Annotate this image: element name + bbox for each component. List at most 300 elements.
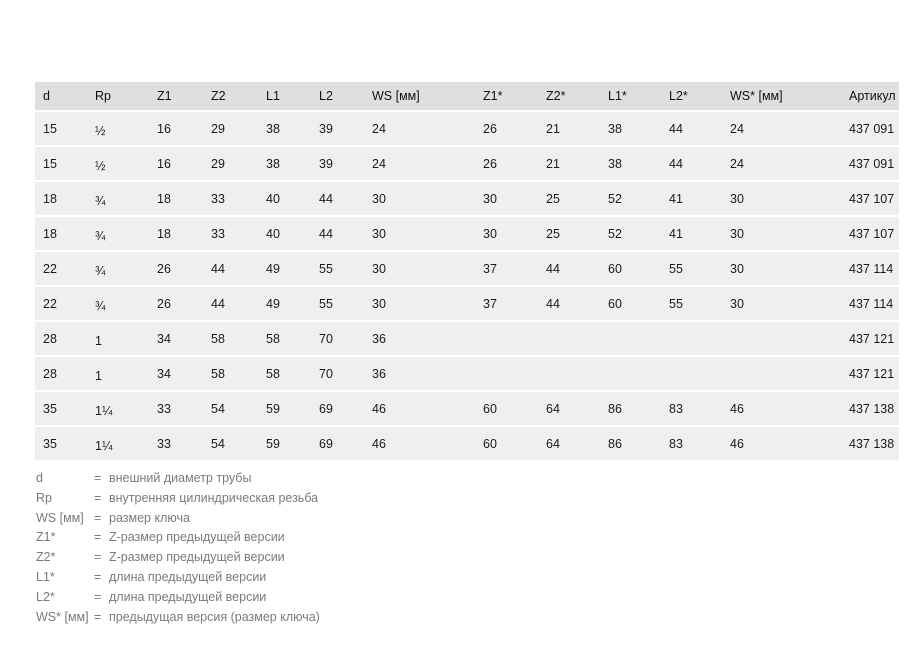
cell-value: 34 [157,332,171,346]
legend [36,469,320,627]
header-z2: Z2 [203,82,258,112]
header-ws-prev: WS* [мм] [722,82,841,112]
header-z2-prev: Z2* [538,82,600,112]
table-cell [661,217,722,252]
table-cell [722,357,841,392]
table-cell [661,252,722,287]
table-cell [364,252,475,287]
table-cell [35,147,87,182]
table-cell [475,147,538,182]
cell-value: 69 [319,437,333,451]
header-ws: WS [мм] [364,82,475,112]
cell-value: 29 [211,157,225,171]
table-cell [722,147,841,182]
table-row [35,182,899,217]
table-cell [722,287,841,322]
table-cell [311,357,364,392]
cell-value: 37 [483,297,497,311]
table-cell [364,287,475,322]
cell-value: ½ [95,159,106,173]
cell-value: 44 [319,227,333,241]
table-cell [311,427,364,460]
cell-value: 437 138 [849,402,895,416]
cell-value: 30 [372,262,386,276]
cell-value: 86 [608,402,622,416]
cell-value: ¾ [95,229,106,243]
cell-value: 437 091 [849,122,895,136]
cell-value: 70 [319,332,333,346]
cell-value: 18 [43,192,57,206]
cell-value: 18 [157,192,171,206]
cell-value: 21 [546,157,560,171]
cell-value: 24 [730,122,744,136]
table-cell [35,217,87,252]
legend-item [36,528,320,548]
cell-value: 39 [319,157,333,171]
table-cell [311,112,364,147]
table-cell [661,112,722,147]
table-cell [311,392,364,427]
table-cell [35,427,87,460]
table-cell [600,427,661,460]
cell-value: 25 [546,192,560,206]
cell-value: 33 [157,402,171,416]
table-cell [600,182,661,217]
table-cell [203,147,258,182]
cell-value: 54 [211,437,225,451]
table-cell [311,322,364,357]
table-cell [87,322,149,357]
table-cell [538,112,600,147]
table-cell [311,217,364,252]
table-cell [149,287,203,322]
cell-value: 44 [319,192,333,206]
cell-value: 55 [669,262,683,276]
cell-value: 83 [669,437,683,451]
table-cell [661,147,722,182]
cell-value: 64 [546,437,560,451]
legend-term: Z1* [36,530,56,545]
table-cell [841,287,899,322]
table-cell [538,322,600,357]
cell-value: 437 121 [849,367,895,381]
table-cell [87,287,149,322]
cell-value: 44 [669,157,683,171]
cell-value: 49 [266,262,280,276]
table-cell [841,112,899,147]
table-cell [722,182,841,217]
cell-value: 30 [372,192,386,206]
cell-value: 40 [266,227,280,241]
table-cell [311,147,364,182]
cell-value: 44 [546,297,560,311]
table-cell [87,357,149,392]
legend-eq: = [94,550,102,565]
table-cell [538,217,600,252]
cell-value: 28 [43,332,57,346]
table-cell [841,322,899,357]
legend-eq: = [94,530,102,545]
header-d: d [35,82,87,112]
cell-value: 34 [157,367,171,381]
table-cell [35,392,87,427]
cell-value: 1 [95,369,102,383]
table-cell [87,182,149,217]
table-cell [258,427,311,460]
cell-value: 35 [43,402,57,416]
table-cell [475,112,538,147]
header-l2: L2 [311,82,364,112]
legend-eq: = [94,510,102,525]
table-cell [600,252,661,287]
cell-value: 60 [608,297,622,311]
table-row [35,322,899,357]
cell-value: 437 114 [849,297,894,311]
cell-value: 55 [319,262,333,276]
cell-value: 60 [483,437,497,451]
legend-term: WS* [мм] [36,609,89,624]
cell-value: 52 [608,227,622,241]
cell-value: 38 [608,122,622,136]
table-cell [258,217,311,252]
table-cell [364,217,475,252]
cell-value: 26 [157,262,171,276]
cell-value: 41 [669,192,683,206]
cell-value: ½ [95,124,106,138]
table-cell [87,112,149,147]
table-cell [258,182,311,217]
cell-value: 69 [319,402,333,416]
legend-term: WS [мм] [36,510,84,525]
table-cell [149,357,203,392]
header-article: Артикул [841,82,899,112]
table-cell [203,182,258,217]
cell-value: 30 [372,227,386,241]
table-cell [722,252,841,287]
table-cell [600,357,661,392]
table-body [35,112,899,460]
cell-value: 15 [43,122,57,136]
table-cell [661,287,722,322]
legend-desc: внутренняя цилиндрическая резьба [109,490,319,505]
cell-value: 44 [546,262,560,276]
table-cell [661,182,722,217]
table-cell [841,392,899,427]
table-cell [149,217,203,252]
table-cell [475,427,538,460]
table-cell [364,147,475,182]
spec-table [35,82,899,460]
header-l1: L1 [258,82,311,112]
table-cell [538,392,600,427]
table-cell [600,147,661,182]
cell-value: 16 [157,157,171,171]
table-cell [364,112,475,147]
cell-value: 1¼ [95,439,113,453]
cell-value: 437 114 [849,262,894,276]
cell-value: 64 [546,402,560,416]
cell-value: 18 [157,227,171,241]
cell-value: 83 [669,402,683,416]
legend-desc: предыдущая версия (размер ключа) [109,609,320,624]
legend-term: L1* [36,569,55,584]
table-row [35,147,899,182]
table-cell [258,252,311,287]
legend-desc: размер ключа [109,510,190,525]
table-row [35,392,899,427]
cell-value: 18 [43,227,57,241]
cell-value: 44 [211,297,225,311]
cell-value: 58 [211,367,225,381]
cell-value: 33 [157,437,171,451]
cell-value: ¾ [95,264,106,278]
table-cell [311,287,364,322]
legend-desc: Z-размер предыдущей версии [109,550,285,565]
cell-value: 24 [372,122,386,136]
table-cell [722,112,841,147]
cell-value: 15 [43,157,57,171]
cell-value: 30 [483,192,497,206]
table-cell [35,252,87,287]
table-cell [475,287,538,322]
table-cell [311,252,364,287]
cell-value: 30 [730,192,744,206]
table-cell [203,392,258,427]
table-cell [538,252,600,287]
cell-value: 30 [730,227,744,241]
cell-value: 26 [483,157,497,171]
table-row [35,287,899,322]
legend-term: d [36,471,43,485]
table-cell [258,112,311,147]
cell-value: 26 [483,122,497,136]
cell-value: 38 [266,122,280,136]
cell-value: 21 [546,122,560,136]
legend-term: L2* [36,589,55,604]
cell-value: 52 [608,192,622,206]
cell-value: 58 [266,332,280,346]
table-cell [87,392,149,427]
table-cell [600,112,661,147]
table-cell [538,182,600,217]
cell-value: 49 [266,297,280,311]
legend-desc: длина предыдущей версии [109,569,267,584]
cell-value: 59 [266,437,280,451]
legend-term: Z2* [36,550,56,565]
cell-value: 22 [43,297,57,311]
cell-value: 26 [157,297,171,311]
table-cell [35,112,87,147]
cell-value: 437 121 [849,332,895,346]
cell-value: 1¼ [95,404,113,418]
cell-value: 60 [608,262,622,276]
cell-value: 33 [211,192,225,206]
table-cell [841,147,899,182]
table-cell [258,357,311,392]
cell-value: 25 [546,227,560,241]
cell-value: 35 [43,437,57,451]
cell-value: 16 [157,122,171,136]
legend-eq: = [94,490,102,505]
cell-value: 46 [730,402,744,416]
cell-value: 38 [266,157,280,171]
legend-item [36,588,320,608]
legend-item [36,509,320,529]
legend-item [36,568,320,588]
table-cell [203,287,258,322]
table-cell [475,392,538,427]
table-cell [475,182,538,217]
table-cell [203,427,258,460]
legend-item [36,608,320,628]
table-cell [311,182,364,217]
table-cell [203,112,258,147]
legend-item [36,548,320,568]
cell-value: 437 091 [849,157,895,171]
cell-value: 46 [730,437,744,451]
table-cell [722,217,841,252]
table-cell [661,427,722,460]
table-cell [722,427,841,460]
table-row [35,357,899,392]
table-row [35,427,899,460]
table-row [35,252,899,287]
cell-value: 437 107 [849,227,895,241]
table-cell [149,322,203,357]
table-cell [364,182,475,217]
cell-value: 44 [669,122,683,136]
table-cell [661,392,722,427]
table-cell [35,357,87,392]
table-cell [364,427,475,460]
table-cell [661,322,722,357]
table-cell [841,217,899,252]
header-rp: Rp [87,82,149,112]
table-cell [258,322,311,357]
legend-item [36,489,320,509]
table-cell [841,357,899,392]
cell-value: 29 [211,122,225,136]
cell-value: 437 138 [849,437,895,451]
legend-desc: внешний диаметр трубы [109,471,252,485]
table-cell [149,392,203,427]
legend-desc: Z-размер предыдущей версии [109,530,285,545]
table-cell [841,252,899,287]
table-cell [87,427,149,460]
table-cell [258,392,311,427]
legend-eq: = [94,471,102,485]
cell-value: 46 [372,402,386,416]
table-row [35,112,899,147]
table-cell [258,287,311,322]
cell-value: 58 [266,367,280,381]
cell-value: 41 [669,227,683,241]
table-cell [203,357,258,392]
cell-value: 24 [730,157,744,171]
table-cell [258,147,311,182]
legend-eq: = [94,589,102,604]
table-cell [364,322,475,357]
cell-value: 55 [319,297,333,311]
legend-eq: = [94,609,102,624]
table-cell [87,147,149,182]
cell-value: 44 [211,262,225,276]
table-cell [538,147,600,182]
table-cell [661,357,722,392]
cell-value: 33 [211,227,225,241]
cell-value: 86 [608,437,622,451]
cell-value: 60 [483,402,497,416]
cell-value: 22 [43,262,57,276]
cell-value: 54 [211,402,225,416]
cell-value: 30 [483,227,497,241]
table-cell [149,112,203,147]
table-cell [364,357,475,392]
legend-item [36,469,320,489]
table-cell [841,427,899,460]
cell-value: 36 [372,367,386,381]
cell-value: 58 [211,332,225,346]
table-cell [722,392,841,427]
table-cell [203,252,258,287]
table-cell [35,287,87,322]
cell-value: 28 [43,367,57,381]
cell-value: 30 [730,297,744,311]
table-cell [600,392,661,427]
cell-value: 59 [266,402,280,416]
cell-value: 30 [730,262,744,276]
table-cell [475,217,538,252]
table-cell [149,427,203,460]
cell-value: 24 [372,157,386,171]
cell-value: 38 [608,157,622,171]
table-cell [600,217,661,252]
table-cell [87,252,149,287]
header-z1-prev: Z1* [475,82,538,112]
table-cell [475,322,538,357]
cell-value: ¾ [95,299,106,313]
cell-value: 1 [95,334,102,348]
table-cell [203,217,258,252]
table-cell [722,322,841,357]
table-row [35,217,899,252]
table-cell [87,217,149,252]
table-cell [841,182,899,217]
table-cell [538,357,600,392]
header-l1-prev: L1* [600,82,661,112]
table-cell [475,357,538,392]
table-cell [538,287,600,322]
legend-term: Rp [36,490,52,505]
cell-value: 39 [319,122,333,136]
cell-value: 36 [372,332,386,346]
cell-value: 37 [483,262,497,276]
table-cell [149,182,203,217]
cell-value: 46 [372,437,386,451]
cell-value: 30 [372,297,386,311]
table-cell [600,287,661,322]
table-cell [538,427,600,460]
table-cell [35,322,87,357]
table-cell [149,147,203,182]
table-cell [364,392,475,427]
cell-value: ¾ [95,194,106,208]
table-cell [149,252,203,287]
table-cell [35,182,87,217]
cell-value: 55 [669,297,683,311]
table-header-row [35,82,899,112]
legend-eq: = [94,569,102,584]
